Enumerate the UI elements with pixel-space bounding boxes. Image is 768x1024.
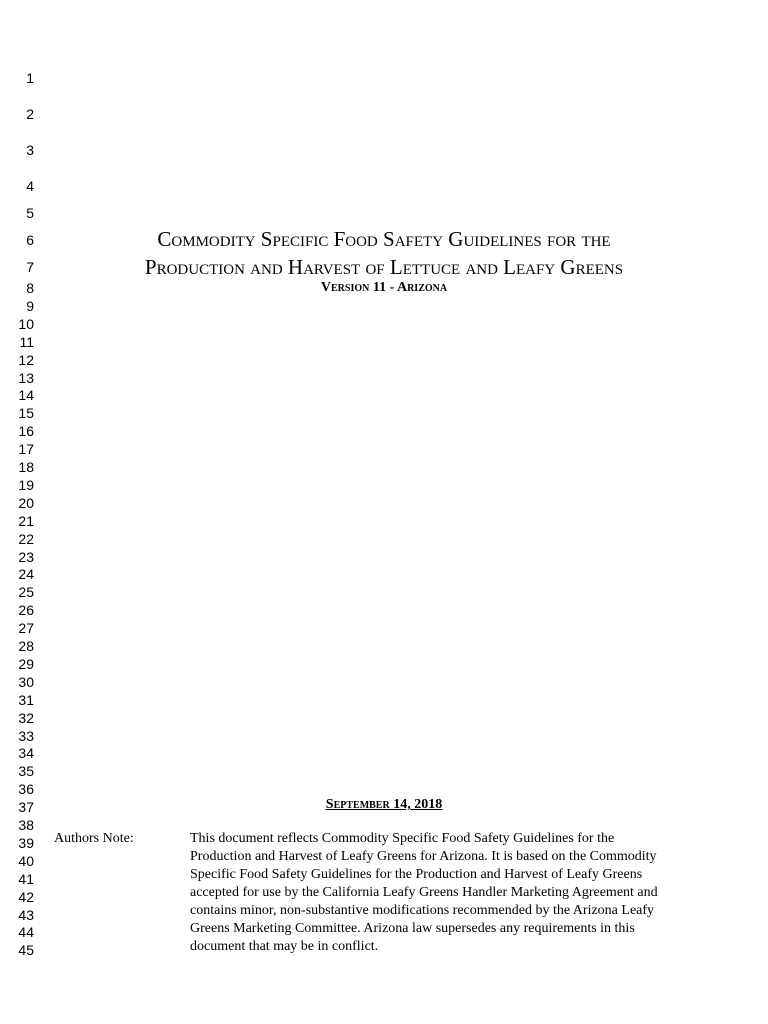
- line-number: 11: [19, 334, 34, 350]
- line-number: 14: [18, 387, 34, 403]
- line-number: 27: [18, 620, 34, 636]
- line-number: 6: [26, 232, 34, 248]
- authors-note-line: Greens Marketing Committee. Arizona law supersedes any requirements in this: [190, 921, 635, 936]
- line-number: 1: [26, 70, 34, 86]
- authors-note-line: Production and Harvest of Leafy Greens for Arizona. It is based on the Commodity: [190, 849, 657, 864]
- line-number: 18: [18, 459, 34, 475]
- authors-note-line: contains minor, non-substantive modifications recommended by the Arizona Leafy: [190, 903, 655, 918]
- line-number: 3: [26, 142, 34, 158]
- line-number: 13: [18, 370, 34, 386]
- line-number: 28: [18, 638, 34, 654]
- line-number: 8: [26, 280, 34, 296]
- document-date: September 14, 2018: [325, 797, 443, 812]
- line-number: 42: [18, 889, 34, 905]
- line-number: 17: [18, 441, 34, 457]
- line-number: 7: [26, 259, 34, 275]
- line-number: 43: [18, 907, 34, 923]
- line-number: 32: [18, 710, 34, 726]
- line-number: 38: [18, 817, 34, 833]
- line-number: 37: [18, 799, 34, 815]
- line-number: 10: [18, 316, 34, 332]
- authors-note-line: This document reflects Commodity Specific Food Safety Guidelines for the: [190, 831, 615, 846]
- document-title-line-2: Production and Harvest of Lettuce and Leafy Greens: [144, 255, 624, 279]
- line-number: 15: [18, 405, 34, 421]
- line-number: 2: [26, 106, 34, 122]
- line-number: 31: [18, 692, 34, 708]
- line-number: 16: [18, 423, 34, 439]
- line-number: 22: [18, 531, 34, 547]
- line-number: 5: [26, 205, 34, 221]
- authors-note-line: document that may be in conflict.: [190, 939, 379, 954]
- authors-note-line: Specific Food Safety Guidelines for the Production and Harvest of Leafy Greens: [190, 867, 643, 882]
- authors-note-body: [190, 830, 710, 956]
- line-number: 19: [18, 477, 34, 493]
- line-number: 44: [18, 924, 34, 940]
- document-version: Version 11 - Arizona: [320, 280, 448, 295]
- line-number: 39: [18, 835, 34, 851]
- line-number: 45: [18, 942, 34, 958]
- line-number: 9: [26, 298, 34, 314]
- line-number: 40: [18, 853, 34, 869]
- line-number: 33: [18, 728, 34, 744]
- line-number: 36: [18, 781, 34, 797]
- authors-note-line: accepted for use by the California Leafy Greens Handler Marketing Agreement and: [190, 885, 658, 900]
- line-number: 20: [18, 495, 34, 511]
- line-number: 25: [18, 584, 34, 600]
- line-number: 41: [18, 871, 34, 887]
- line-number: 12: [18, 352, 34, 368]
- document-title-line-1: Commodity Specific Food Safety Guidelines for the: [157, 227, 611, 251]
- authors-note-label: Authors Note:: [54, 831, 134, 846]
- line-number: 4: [26, 178, 34, 194]
- line-number: 24: [18, 566, 34, 582]
- line-number: 26: [18, 602, 34, 618]
- line-number: 35: [18, 763, 34, 779]
- line-number: 29: [18, 656, 34, 672]
- line-number: 21: [18, 513, 34, 529]
- line-number: 34: [18, 745, 34, 761]
- line-number: 30: [18, 674, 34, 690]
- line-number: 23: [18, 549, 34, 565]
